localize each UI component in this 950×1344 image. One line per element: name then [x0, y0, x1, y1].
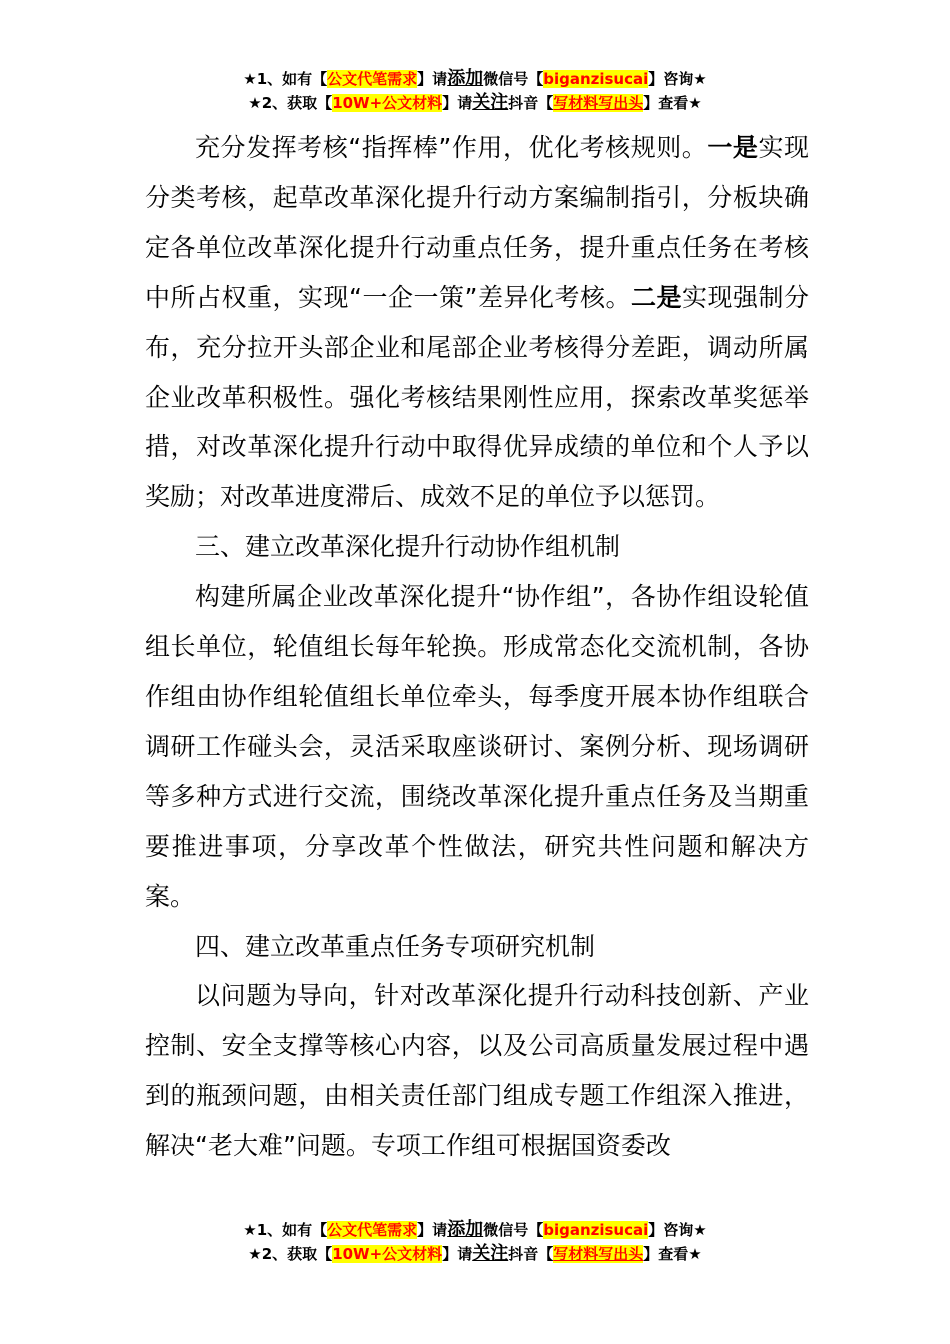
promo-text: 微信号【 — [483, 70, 544, 88]
promo-header-top — [0, 67, 950, 115]
star-icon: ★ — [243, 1221, 257, 1239]
promo-emphasis: 添加 — [447, 68, 484, 89]
promo-text: 】请 — [442, 1245, 473, 1263]
promo-highlight: 10W+公文材料 — [332, 1245, 443, 1263]
promo-text: 】查看 — [643, 1245, 689, 1263]
star-icon: ★ — [693, 1221, 707, 1239]
star-icon: ★ — [248, 94, 262, 112]
promo-line-2 — [0, 1242, 950, 1266]
bold-marker: 二是 — [630, 282, 682, 312]
star-icon: ★ — [248, 1245, 262, 1263]
paragraph-text: 实现强制分布，充分拉开头部企业和尾部企业考核得分差距，调动所属企业改革积极性。强化考核结果刚性应用，探索改革奖惩举措，对改革深化提升行动中取得优异成绩的单位和个人予以奖励；对改革进度滞后、成效不足的单位予以惩罚。 — [145, 282, 809, 512]
promo-text: 】咨询 — [648, 1221, 694, 1239]
promo-wechat-id: biganzisucai — [543, 70, 649, 88]
paragraph-text: 实现分类考核，起草改革深化提升行动方案编制指引，分板块确定各单位改革深化提升行动重点任务，提升重点任务在考核中所占权重，实现“一企一策”差异化考核。 — [145, 133, 809, 312]
promo-emphasis: 关注 — [472, 1243, 509, 1264]
section-heading-3: 三、建立改革深化提升行动协作组机制 — [195, 532, 621, 562]
promo-text: 】查看 — [643, 94, 689, 112]
promo-emphasis: 关注 — [472, 92, 509, 113]
promo-line-1 — [0, 67, 950, 91]
star-icon: ★ — [693, 70, 707, 88]
promo-emphasis: 添加 — [447, 1219, 484, 1240]
promo-highlight: 公文代笔需求 — [327, 70, 418, 88]
promo-footer-bottom — [0, 1218, 950, 1266]
star-icon: ★ — [243, 70, 257, 88]
promo-text: 微信号【 — [483, 1221, 544, 1239]
section-heading-4: 四、建立改革重点任务专项研究机制 — [195, 931, 596, 961]
paragraph-text: 充分发挥考核“指挥棒”作用，优化考核规则。 — [195, 133, 708, 162]
promo-text: 】请 — [417, 70, 448, 88]
paragraph-special-research: 以问题为导向，针对改革深化提升行动科技创新、产业控制、安全支撑等核心内容，以及公司高质量发展过程中遇到的瓶颈问题，由相关责任部门组成专题工作组深入推进，解决“老大难”问题。专项工作组可根据国资委改 — [145, 981, 809, 1161]
promo-douyin-id: 写材料写出头 — [553, 1245, 644, 1263]
star-icon: ★ — [688, 94, 702, 112]
promo-text: 抖音【 — [508, 94, 554, 112]
promo-highlight: 公文代笔需求 — [327, 1221, 418, 1239]
paragraph-assessment — [145, 123, 809, 522]
bold-marker: 一是 — [707, 133, 759, 162]
promo-text: 】请 — [442, 94, 473, 112]
promo-text: 】咨询 — [648, 70, 694, 88]
promo-text: 1、如有【 — [256, 1221, 328, 1239]
promo-line-2 — [0, 91, 950, 115]
promo-text: 】请 — [417, 1221, 448, 1239]
promo-douyin-id: 写材料写出头 — [553, 94, 644, 112]
promo-text: 2、获取【 — [261, 94, 333, 112]
promo-highlight: 10W+公文材料 — [332, 94, 443, 112]
paragraph-collaboration: 构建所属企业改革深化提升“协作组”，各协作组设轮值组长单位，轮值组长每年轮换。形成常态化交流机制，各协作组由协作组轮值组长单位牵头，每季度开展本协作组联合调研工作碰头会，灵活采取座谈研讨、案例分析、现场调研等多种方式进行交流，围绕改革深化提升重点任务及当期重要推进事项，分享改革个性做法，研究共性问题和解决方案。 — [145, 582, 809, 911]
star-icon: ★ — [688, 1245, 702, 1263]
promo-wechat-id: biganzisucai — [543, 1221, 649, 1239]
promo-text: 2、获取【 — [261, 1245, 333, 1263]
promo-line-1 — [0, 1218, 950, 1242]
promo-text: 抖音【 — [508, 1245, 554, 1263]
document-body — [145, 123, 809, 1171]
promo-text: 1、如有【 — [256, 70, 328, 88]
